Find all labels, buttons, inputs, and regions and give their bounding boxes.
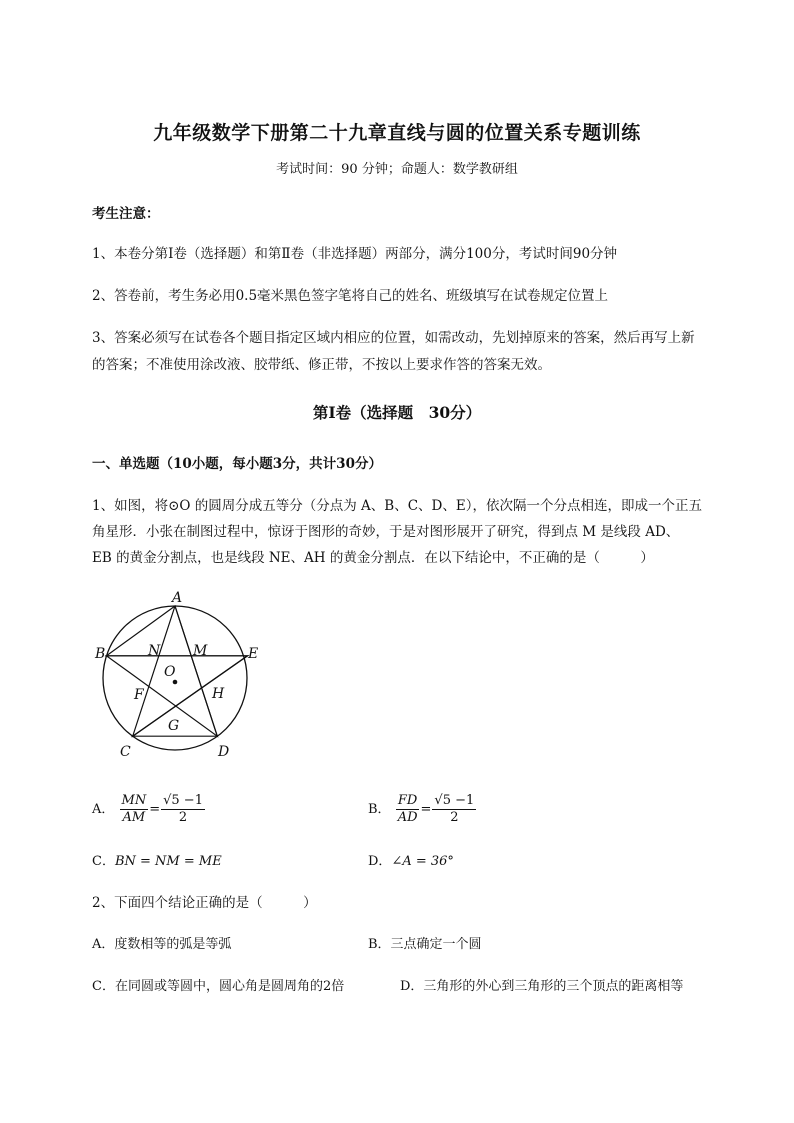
q1-option-d-prefix: D．: [368, 854, 392, 869]
q1-option-b-eq: =: [420, 802, 432, 817]
q1-option-b-frac-right-den: 2: [450, 810, 459, 825]
label-c: C: [120, 744, 131, 760]
label-e: E: [248, 646, 259, 662]
q1-option-a-prefix: A．: [92, 802, 115, 817]
label-g: G: [168, 718, 180, 734]
label-d: D: [218, 744, 230, 760]
q1-option-c-text: BN = NM = ME: [114, 854, 222, 869]
q1-stem-line-2: 角星形．小张在制图过程中，惊讶于图形的奇妙，于是对图形展开了研究，得到点 M 是线段 AD、: [92, 524, 680, 540]
q1-option-c[interactable]: [92, 850, 222, 869]
label-h: H: [212, 686, 225, 702]
label-n: N: [148, 643, 161, 659]
notice-item-3: 3、答案必须写在试卷各个题目指定区域内相应的位置，如需改动，先划掉原来的答案，然后再写上新: [92, 330, 695, 346]
notice-item-2: 2、答卷前，考生务必用0.5毫米黑色签字笔将自己的姓名、班级填写在试卷规定位置上: [92, 288, 609, 304]
q1-option-b-prefix: B．: [368, 802, 391, 817]
q1-option-a-frac-left-den: AM: [122, 810, 146, 825]
q2-option-c[interactable]: C．在同圆或等圆中，圆心角是圆周角的2倍: [92, 979, 345, 994]
q1-option-b-frac-right-num: √5 −1: [434, 793, 475, 808]
q1-option-b-frac-right: [432, 793, 476, 826]
q2-stem: 2、下面四个结论正确的是（ ）: [92, 895, 317, 911]
q1-option-b-frac-left-den: AD: [397, 810, 418, 825]
notice-item-3-cont: 的答案；不准使用涂改液、胶带纸、修正带，不按以上要求作答的答案无效。: [92, 357, 551, 373]
notice-heading: 考生注意：: [92, 206, 160, 222]
page-title: 九年级数学下册第二十九章直线与圆的位置关系专题训练: [153, 122, 641, 144]
q1-stem-line-3: EB 的黄金分割点，也是线段 NE、AH 的黄金分割点．在以下结论中，不正确的是（ ）: [92, 550, 654, 566]
q1-option-b-frac-left: [396, 793, 420, 826]
q1-option-b[interactable]: [368, 793, 477, 826]
q1-option-d[interactable]: [368, 850, 454, 869]
q1-option-a-frac-right-num: √5 −1: [163, 793, 203, 808]
q1-option-a-frac-right: [161, 793, 205, 826]
q1-option-c-prefix: C．: [92, 854, 115, 869]
q1-option-d-text: ∠A = 36°: [391, 854, 454, 869]
label-a: A: [172, 590, 183, 606]
center-dot: [173, 680, 178, 685]
q1-option-b-frac-left-num: FD: [397, 793, 418, 808]
q1-option-a[interactable]: [92, 793, 206, 826]
page-subtitle: 考试时间：90 分钟；命题人：数学教研组: [276, 162, 518, 177]
q2-option-a[interactable]: A．度数相等的弧是等弧: [92, 937, 232, 952]
q1-stem-line-1: 1、如图，将⊙O 的圆周分成五等分（分点为 A、B、C、D、E），依次隔一个分点相连，即成一个正五: [92, 498, 702, 514]
pentagram-path: [107, 606, 248, 736]
label-b: B: [95, 646, 106, 662]
q1-option-a-eq: =: [149, 802, 161, 817]
notice-item-1: 1、本卷分第Ⅰ卷（选择题）和第Ⅱ卷（非选择题）两部分，满分100分，考试时间90分钟: [92, 246, 618, 262]
label-o: O: [164, 664, 176, 680]
q1-option-a-frac-left-num: MN: [121, 793, 147, 808]
label-m: M: [193, 643, 208, 659]
q1-option-a-frac-left: [120, 793, 149, 826]
section-title: 第Ⅰ卷（选择题 30分）: [312, 403, 482, 422]
part-title: 一、单选题（10小题，每小题3分，共计30分）: [92, 456, 382, 472]
label-f: F: [134, 687, 144, 703]
q2-option-b[interactable]: B．三点确定一个圆: [368, 937, 482, 952]
pentagram-figure: [92, 586, 272, 766]
q1-option-a-frac-right-den: 2: [178, 810, 188, 825]
q2-option-d[interactable]: D．三角形的外心到三角形的三个顶点的距离相等: [400, 979, 684, 994]
